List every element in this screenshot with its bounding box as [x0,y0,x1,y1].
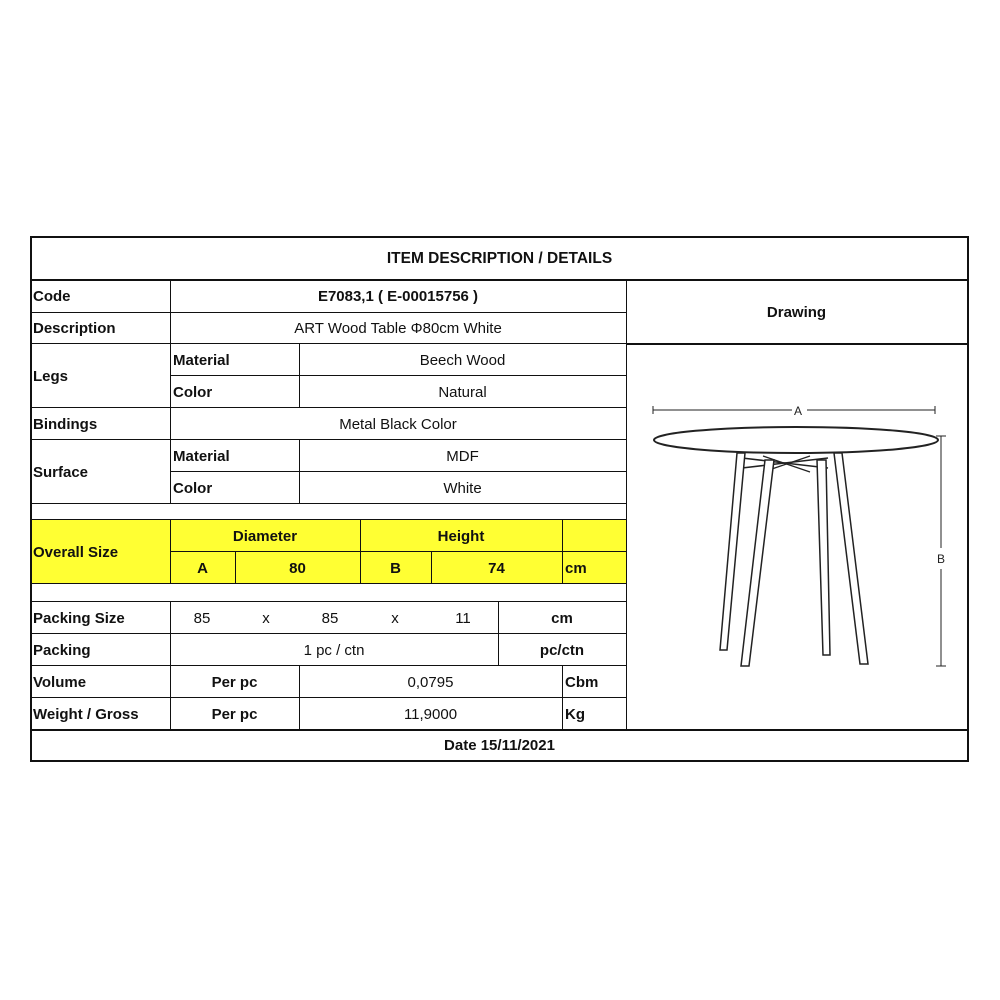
grid-line [30,312,626,313]
surface-label: Surface [33,463,89,481]
code-value: E7083,1 ( E-00015756 ) [317,287,479,305]
overall-size-label: Overall Size [33,543,119,561]
packing-size-label: Packing Size [33,609,125,627]
grid-line [299,440,300,504]
surface-color-value: White [443,479,482,497]
grid-line [30,503,626,504]
dimension-a-value: 80 [289,559,306,577]
grid-line [30,601,626,602]
packing-size-x2: x [391,609,399,627]
grid-line [170,375,626,376]
grid-line [562,666,563,730]
grid-line [170,602,171,730]
grid-line [170,280,171,504]
packing-label: Packing [33,641,91,659]
dimension-b-label: B [390,559,401,577]
grid-line [30,407,626,408]
packing-size-dim2: 85 [321,609,339,627]
surface-material-value: MDF [446,447,479,465]
surface-material-label: Material [173,447,230,465]
packing-size-dim1: 85 [193,609,211,627]
legs-material-label: Material [173,351,230,369]
grid-line [30,665,626,666]
packing-size-unit: cm [551,609,573,627]
grid-line [170,471,626,472]
grid-line [30,439,626,440]
weight-basis: Per pc [211,705,258,723]
bindings-label: Bindings [33,415,98,433]
dimension-a-label: A [197,559,208,577]
dimension-b-value: 74 [488,559,505,577]
code-label: Code [33,287,71,305]
height-label: Height [437,527,485,545]
grid-line [30,519,626,520]
grid-line [498,602,499,666]
grid-line [30,697,626,698]
grid-line [626,344,969,345]
item-spec-sheet [30,236,969,762]
diameter-label: Diameter [232,527,298,545]
volume-value: 0,0795 [407,673,454,691]
grid-line [299,666,300,730]
grid-line [431,552,432,584]
legs-label: Legs [33,367,69,385]
drawing-title: Drawing [766,303,827,321]
legs-color-label: Color [173,383,213,401]
packing-size-dim3: 11 [455,609,471,627]
dimension-a-mark: A [793,404,803,418]
grid-line [360,520,361,584]
overall-size-unit: cm [565,559,587,577]
dimension-b-mark: B [936,552,946,566]
packing-value: 1 pc / ctn [303,641,365,659]
volume-unit: Cbm [565,673,599,691]
grid-line [626,280,627,730]
date-footer: Date 15/11/2021 [444,736,555,754]
grid-line [170,520,171,584]
grid-line [30,633,626,634]
volume-label: Volume [33,673,87,691]
grid-line [562,520,563,584]
legs-material-value: Beech Wood [419,351,506,369]
weight-label: Weight / Gross [33,705,139,723]
sheet-title: ITEM DESCRIPTION / DETAILS [386,249,613,267]
weight-unit: Kg [565,705,585,723]
grid-line [299,344,300,408]
legs-color-value: Natural [438,383,487,401]
volume-basis: Per pc [211,673,258,691]
weight-value: 11,9000 [403,705,458,723]
surface-color-label: Color [173,479,213,497]
bindings-value: Metal Black Color [339,415,457,433]
grid-line [30,583,626,584]
description-value: ART Wood Table Φ80cm White [294,319,502,337]
grid-line [235,552,236,584]
grid-line [170,551,626,552]
description-label: Description [33,319,116,337]
packing-unit: pc/ctn [539,641,585,659]
packing-size-x1: x [262,609,270,627]
